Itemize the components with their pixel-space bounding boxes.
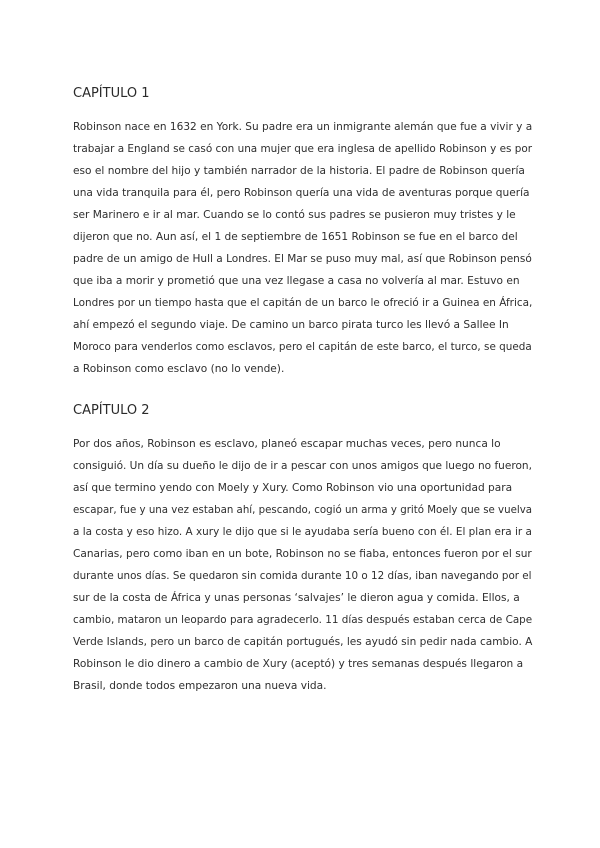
chapter-2-line: Verde Islands, pero un barco de capitán portugués, les ayudó sin pedir nada cambio. A [73, 636, 533, 648]
chapter-2-line: Canarias, pero como iban en un bote, Robinson no se fiaba, entonces fueron por el sur [73, 548, 532, 560]
chapter-1-line: eso el nombre del hijo y también narrador de la historia. El padre de Robinson quería [73, 165, 525, 177]
chapter-1-line: dijeron que no. Aun así, el 1 de septiembre de 1651 Robinson se fue en el barco del [73, 231, 518, 243]
chapter-1-line: Londres por un tiempo hasta que el capitán de un barco le ofreció ir a Guinea en África, [73, 297, 533, 309]
chapter-1-heading: CAPÍTULO 1 [73, 86, 150, 101]
chapter-1-line: Moroco para venderlos como esclavos, pero el capitán de este barco, el turco, se queda [73, 341, 532, 353]
chapter-1-line: Robinson nace en 1632 en York. Su padre era un inmigrante alemán que fue a vivir y a [73, 121, 533, 133]
chapter-2-line: Robinson le dio dinero a cambio de Xury (aceptó) y tres semanas después llegaron a [73, 658, 524, 670]
chapter-1-line: ahí empezó el segundo viaje. De camino un barco pirata turco les llevó a Sallee In [73, 319, 509, 331]
chapter-2-line: a la costa y eso hizo. A xury le dijo que si le ayudaba sería bueno con él. El plan era ir a [73, 526, 532, 538]
chapter-1-line: ser Marinero e ir al mar. Cuando se lo contó sus padres se pusieron muy tristes y le [73, 209, 516, 221]
chapter-2-line: Por dos años, Robinson es esclavo, planeó escapar muchas veces, pero nunca lo [73, 438, 501, 450]
chapter-2-line: sur de la costa de África y unas personas ‘salvajes’ le dieron agua y comida. Ellos, a [73, 592, 520, 604]
chapter-2-heading: CAPÍTULO 2 [73, 403, 150, 418]
chapter-1-line: una vida tranquila para él, pero Robinson quería una vida de aventuras porque quería [73, 187, 530, 199]
chapter-1-line: trabajar a England se casó con una mujer que era inglesa de apellido Robinson y es por [73, 143, 533, 155]
chapter-2-line: Brasil, donde todos empezaron una nueva vida. [73, 680, 327, 692]
chapter-1-line: a Robinson como esclavo (no lo vende). [73, 363, 285, 375]
chapter-1-line: que iba a morir y prometió que una vez llegase a casa no volvería al mar. Estuvo en [73, 275, 520, 287]
chapter-2-line: así que termino yendo con Moely y Xury. Como Robinson vio una oportunidad para [73, 482, 513, 494]
chapter-2-line: durante unos días. Se quedaron sin comida durante 10 o 12 días, iban navegando por el [73, 570, 532, 582]
chapter-2-line: consiguió. Un día su dueño le dijo de ir a pescar con unos amigos que luego no fueron, [73, 460, 532, 472]
chapter-2-line: cambio, mataron un leopardo para agradecerlo. 11 días después estaban cerca de Cape [73, 614, 533, 626]
chapter-2-line: escapar, fue y una vez estaban ahí, pescando, cogió un arma y gritó Moely que se vuelva [73, 504, 533, 516]
chapter-1-line: padre de un amigo de Hull a Londres. El Mar se puso muy mal, así que Robinson pensó [73, 253, 532, 265]
